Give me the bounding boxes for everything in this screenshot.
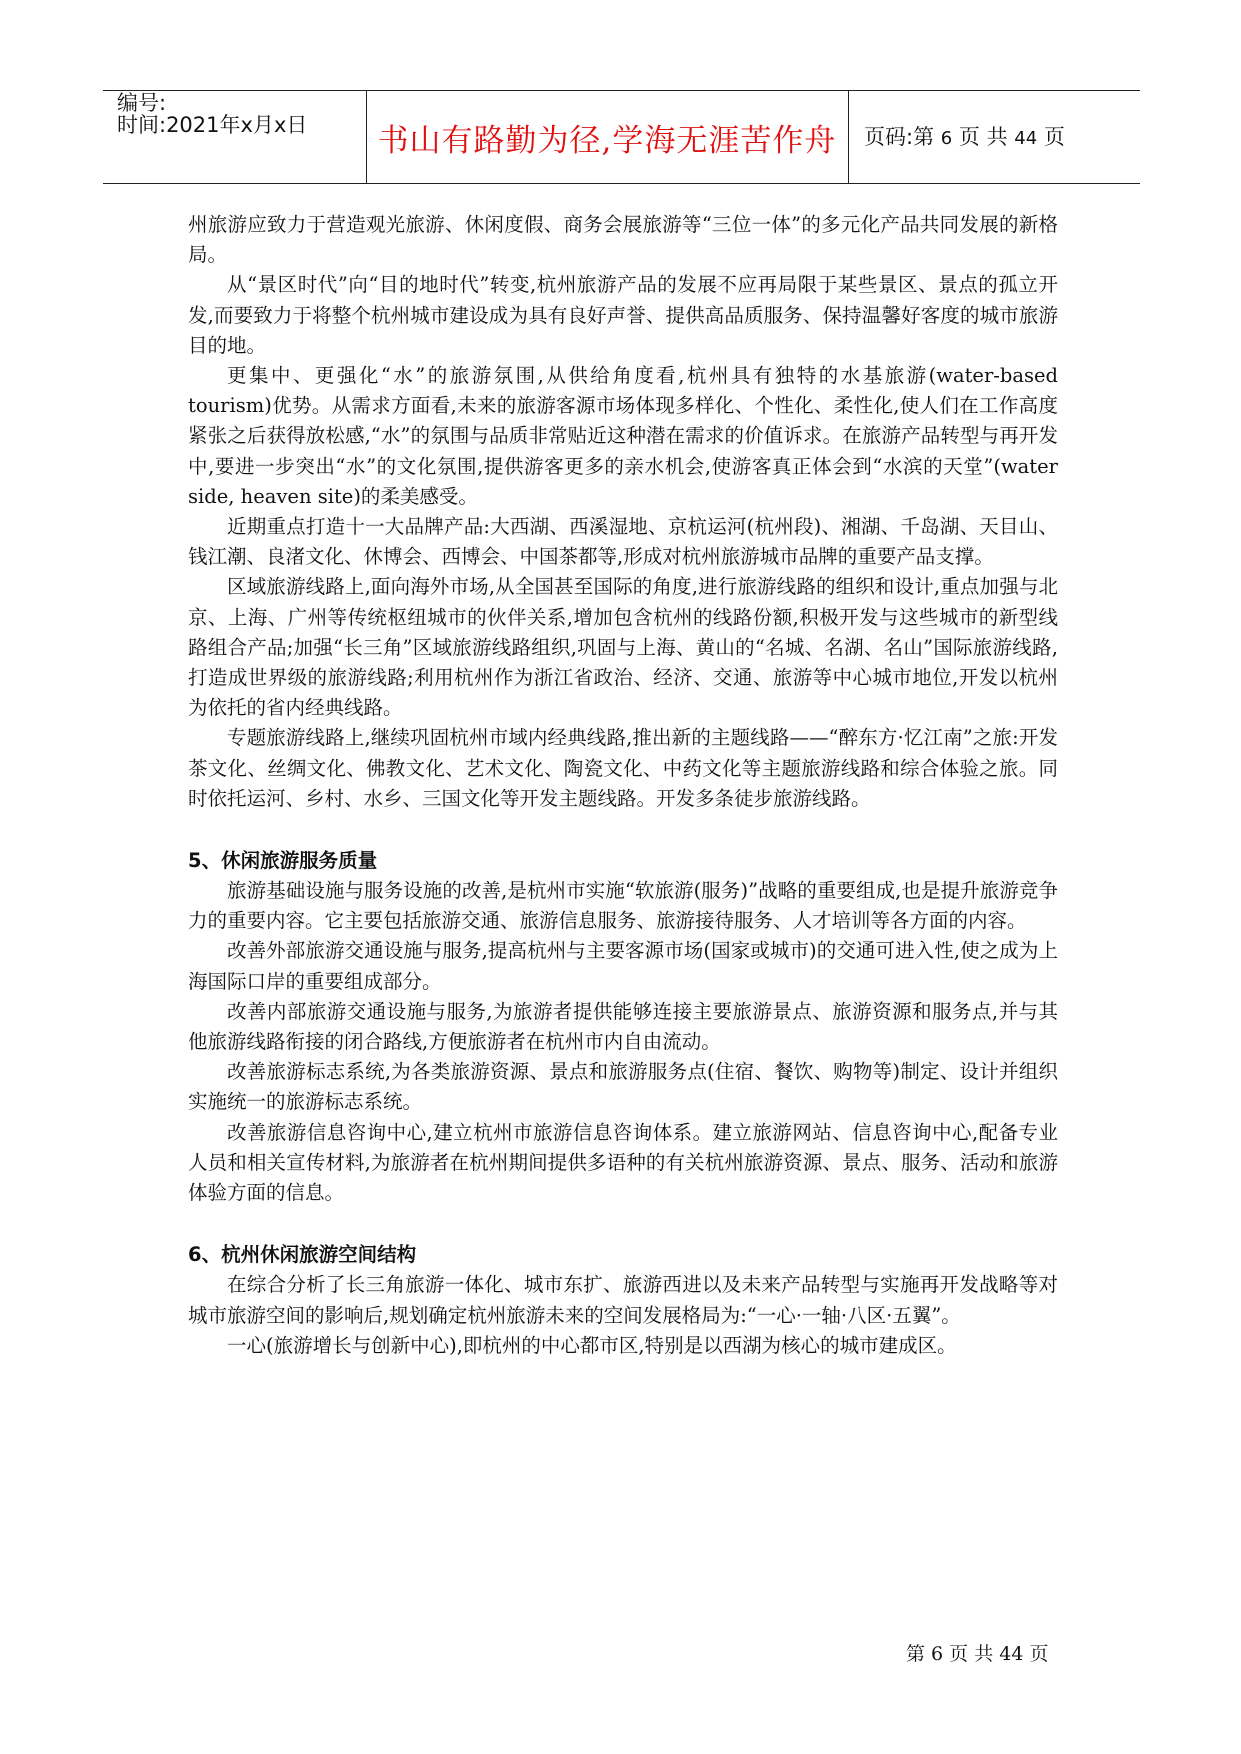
page-total: 44 bbox=[1014, 128, 1038, 149]
header-page-code bbox=[864, 121, 1065, 151]
header-left-cell bbox=[103, 91, 367, 183]
paragraph: 在综合分析了长三角旅游一体化、城市东扩、旅游西进以及未来产品转型与实施再开发战略等对城市旅游空间的影响后,规划确定杭州旅游未来的空间发展格局为:“一心·一轴·八区·五翼”。 bbox=[188, 1273, 1058, 1327]
page-middle: 页 共 bbox=[958, 125, 1008, 149]
page-suffix: 页 bbox=[1043, 125, 1065, 149]
page-prefix: 页码:第 bbox=[864, 125, 935, 149]
section-heading-5: 5、休闲旅游服务质量 bbox=[188, 849, 378, 873]
paragraph: 改善旅游标志系统,为各类旅游资源、景点和旅游服务点(住宿、餐饮、购物等)制定、设计并组织实施统一的旅游标志系统。 bbox=[188, 1060, 1058, 1114]
header-motto-cell bbox=[366, 91, 849, 183]
paragraph-continued: 州旅游应致力于营造观光旅游、休闲度假、商务会展旅游等“三位一体”的多元化产品共同发展的新格局。 bbox=[188, 213, 1058, 267]
paragraph: 改善旅游信息咨询中心,建立杭州市旅游信息咨询体系。建立旅游网站、信息咨询中心,配备专业人员和相关宣传材料,为旅游者在杭州期间提供多语种的有关杭州旅游资源、景点、服务、活动和旅游体验方面的信息。 bbox=[188, 1120, 1058, 1205]
paragraph: 改善外部旅游交通设施与服务,提高杭州与主要客源市场(国家或城市)的交通可进入性,使之成为上海国际口岸的重要组成部分。 bbox=[188, 939, 1058, 993]
paragraph: 更集中、更强化“水”的旅游氛围,从供给角度看,杭州具有独特的水基旅游(water-based tourism)优势。从需求方面看,未来的旅游客源市场体现多样化、个性化、柔性化,使人们在工作高度紧张之后获得放松感,“水”的氛围与品质非常贴近这种潜在需求的价值诉求。在旅游产品转型与再开发中,要进一步突出“水”的文化氛围,提供游客更多的亲水机会,使游客真正体会到“水滨的天堂”(water side, heaven site)的柔美感受。 bbox=[188, 364, 1058, 508]
header-motto: 书山有路勤为径,学海无涯苦作舟 bbox=[377, 123, 837, 159]
section-heading-6: 6、杭州休闲旅游空间结构 bbox=[188, 1243, 417, 1267]
paragraph: 旅游基础设施与服务设施的改善,是杭州市实施“软旅游(服务)”战略的重要组成,也是提升旅游竞争力的重要内容。它主要包括旅游交通、旅游信息服务、旅游接待服务、人才培训等各方面的内容。 bbox=[188, 879, 1058, 933]
header-page-cell bbox=[848, 91, 1140, 183]
paragraph: 从“景区时代”向“目的地时代”转变,杭州旅游产品的发展不应再局限于某些景区、景点的孤立开发,而要致力于将整个杭州城市建设成为具有良好声誉、提供高品质服务、保持温馨好客度的城市旅游目的地。 bbox=[188, 273, 1058, 357]
paragraph: 改善内部旅游交通设施与服务,为旅游者提供能够连接主要旅游景点、旅游资源和服务点,并与其他旅游线路衔接的闭合路线,方便旅游者在杭州市内自由流动。 bbox=[188, 999, 1058, 1054]
document-time-label: 时间:2021年x月x日 bbox=[117, 113, 308, 137]
page-footer: 第 6 页 共 44 页 bbox=[906, 1643, 1049, 1665]
page-header bbox=[103, 90, 1140, 184]
paragraph: 专题旅游线路上,继续巩固杭州市域内经典线路,推出新的主题线路——“醉东方·忆江南”之旅:开发茶文化、丝绸文化、佛教文化、艺术文化、陶瓷文化、中药文化等主题旅游线路和综合体验之旅。同时依托运河、乡村、水乡、三国文化等开发主题线路。开发多条徒步旅游线路。 bbox=[188, 726, 1058, 810]
page-current: 6 bbox=[940, 128, 953, 149]
paragraph: 一心(旅游增长与创新中心),即杭州的中心都市区,特别是以西湖为核心的城市建成区。 bbox=[227, 1333, 957, 1357]
paragraph: 区域旅游线路上,面向海外市场,从全国甚至国际的角度,进行旅游线路的组织和设计,重点加强与北京、上海、广州等传统枢纽城市的伙伴关系,增加包含杭州的线路份额,积极开发与这些城市的新型线路组合产品;加强“长三角”区域旅游线路组织,巩固与上海、黄山的“名城、名湖、名山”国际旅游线路,打造成世界级的旅游线路;利用杭州作为浙江省政治、经济、交通、旅游等中心城市地位,开发以杭州为依托的省内经典线路。 bbox=[188, 575, 1058, 720]
document-number-label: 编号: bbox=[117, 91, 167, 115]
document-body bbox=[188, 210, 1058, 1361]
paragraph: 近期重点打造十一大品牌产品:大西湖、西溪湿地、京杭运河(杭州段)、湘湖、千岛湖、天目山、钱江潮、良渚文化、休博会、西博会、中国茶都等,形成对杭州旅游城市品牌的重要产品支撑。 bbox=[188, 515, 1058, 569]
